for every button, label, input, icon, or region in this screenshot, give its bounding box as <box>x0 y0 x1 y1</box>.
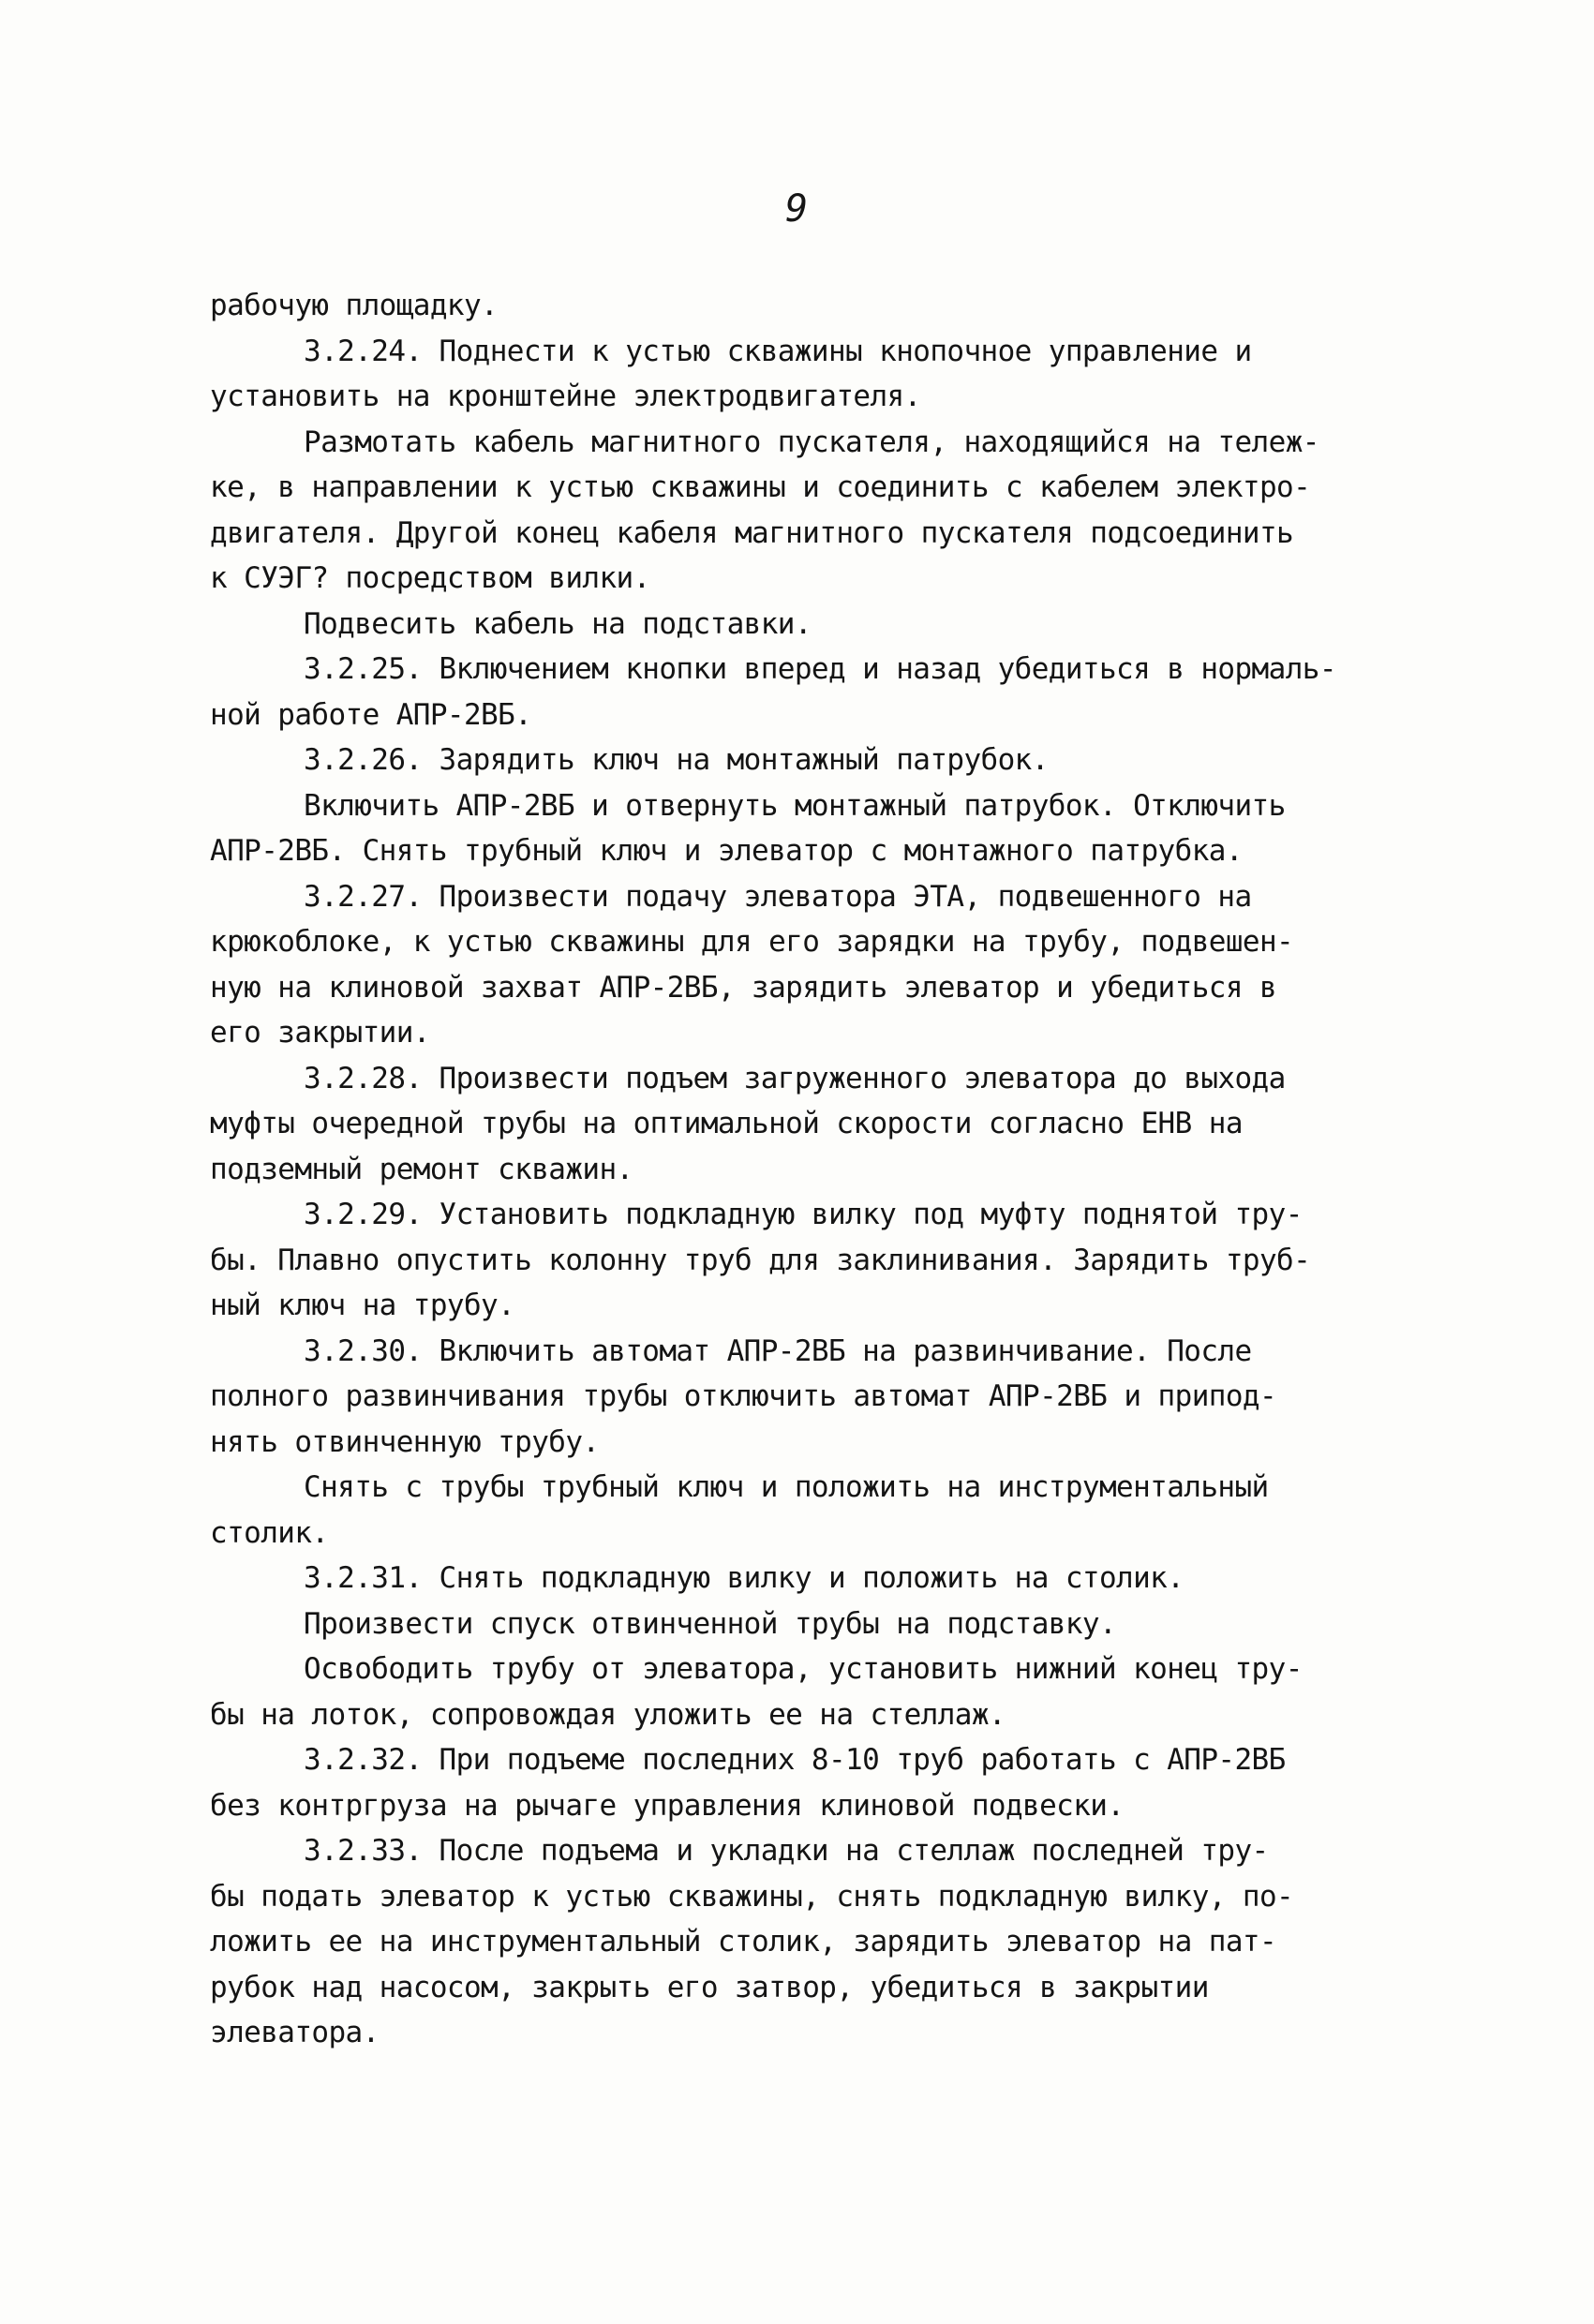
text-line: ной работе АПР-2ВБ. <box>210 697 532 732</box>
text-line: 3.2.30. Включить автомат АПР-2ВБ на развинчивание. После <box>304 1333 1252 1368</box>
text-line: столик. <box>210 1515 329 1550</box>
text-line: установить на кронштейне электродвигателя. <box>210 380 921 413</box>
text-line: без контргруза на рычаге управления клиновой подвески. <box>210 1788 1125 1823</box>
text-line: рубок над насосом, закрыть его затвор, убедиться в закрытии <box>210 1970 1209 2004</box>
text-line: 3.2.24. Поднести к устью скважины кнопочное управление и <box>304 334 1252 368</box>
text-line: бы подать элеватор к устью скважины, снять подкладную вилку, по- <box>210 1879 1294 1914</box>
text-line: 3.2.29. Установить подкладную вилку под муфту поднятой тру- <box>304 1198 1303 1231</box>
text-line: 3.2.25. Включением кнопки вперед и назад убедиться в нормаль- <box>304 652 1336 686</box>
text-line: ную на клиновой захват АПР-2ВБ, зарядить элеватор и убедиться в <box>210 970 1277 1005</box>
text-line: Включить АПР-2ВБ и отвернуть монтажный патрубок. Отключить <box>304 788 1286 823</box>
text-line: нять отвинченную трубу. <box>210 1424 600 1459</box>
text-line: крюкоблоке, к устью скважины для его зарядки на трубу, подвешен- <box>210 925 1294 959</box>
text-line: к СУЭГ? посредством вилки. <box>210 561 650 595</box>
text-line: его закрытии. <box>210 1016 430 1050</box>
text-line: Снять с трубы трубный ключ и положить на инструментальный <box>304 1470 1269 1504</box>
page-number: 9 <box>784 187 809 231</box>
text-line: муфты очередной трубы на оптимальной скорости согласно ЕНВ на <box>210 1107 1243 1140</box>
text-line: 3.2.33. После подъема и укладки на стеллаж последней тру- <box>304 1834 1269 1868</box>
text-line: ложить ее на инструментальный столик, зарядить элеватор на пат- <box>210 1925 1277 1959</box>
text-line: 3.2.27. Произвести подачу элеватора ЭТА, подвешенного на <box>304 879 1252 914</box>
text-line: ке, в направлении к устью скважины и соединить с кабелем электро- <box>210 470 1311 504</box>
text-line: АПР-2ВБ. Снять трубный ключ и элеватор с монтажного патрубка. <box>210 834 1243 868</box>
text-line: бы на лоток, сопровождая уложить ее на стеллаж. <box>210 1697 1006 1732</box>
text-line: 3.2.31. Снять подкладную вилку и положить на столик. <box>304 1561 1184 1595</box>
document-body <box>210 283 1438 2056</box>
text-line: 3.2.28. Произвести подъем загруженного элеватора до выхода <box>304 1061 1286 1095</box>
text-line: подземный ремонт скважин. <box>210 1152 633 1186</box>
text-line: Размотать кабель магнитного пускателя, находящийся на тележ- <box>304 425 1319 459</box>
text-line: ный ключ на трубу. <box>210 1289 515 1322</box>
text-line: двигателя. Другой конец кабеля магнитного пускателя подсоединить <box>210 515 1294 550</box>
text-line: Произвести спуск отвинченной трубы на подставку. <box>304 1606 1117 1641</box>
text-line: Освободить трубу от элеватора, установить нижний конец тру- <box>304 1652 1303 1686</box>
text-line: рабочую площадку. <box>210 289 499 322</box>
text-line: бы. Плавно опустить колонну труб для заклинивания. Зарядить труб- <box>210 1243 1311 1277</box>
text-line: 3.2.26. Зарядить ключ на монтажный патрубок. <box>304 743 1049 777</box>
text-line: полного развинчивания трубы отключить автомат АПР-2ВБ и припод- <box>210 1379 1277 1413</box>
text-line: Подвесить кабель на подставки. <box>304 606 812 641</box>
text-line: 3.2.32. При подъеме последних 8-10 труб работать с АПР-2ВБ <box>304 1743 1286 1777</box>
text-line: элеватора. <box>210 2016 380 2049</box>
